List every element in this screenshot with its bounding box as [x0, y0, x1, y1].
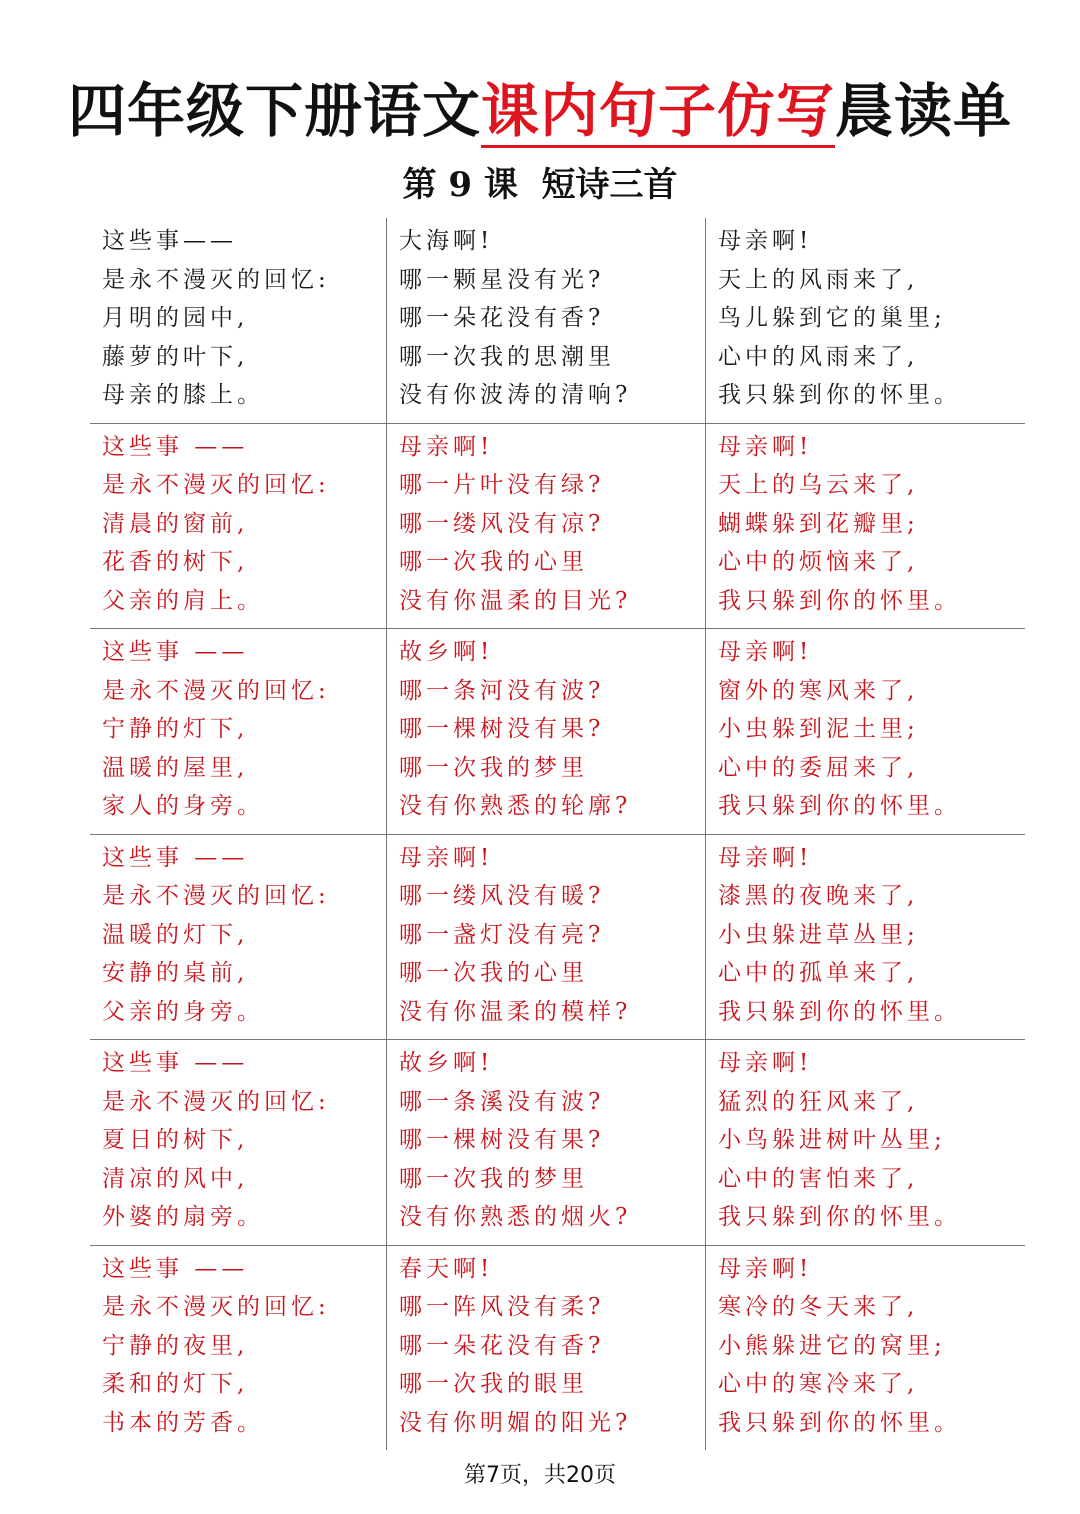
poem-line: 小熊躲进它的窝里;	[718, 1332, 946, 1359]
poem-cell-mother	[705, 1040, 1025, 1245]
poem-cell-sea	[386, 424, 705, 629]
poem-line: 哪一次我的心里	[399, 549, 588, 575]
lesson-subtitle: 第 9 课 短诗三首	[402, 165, 678, 205]
poem-line: 温暖的灯下,	[102, 921, 249, 948]
poem-line: 故乡啊!	[399, 1050, 494, 1076]
poem-line: 哪一缕风没有凉?	[399, 510, 605, 537]
poem-line: 哪一次我的眼里	[399, 1371, 588, 1397]
poem-cell-memories	[90, 424, 386, 629]
poem-line: 温暖的屋里,	[102, 754, 249, 781]
poem-line: 哪一颗星没有光?	[399, 266, 605, 293]
poem-cell-mother	[705, 835, 1025, 1040]
poem-line: 是永不漫灭的回忆:	[102, 1294, 330, 1320]
poem-line: 哪一条溪没有波?	[399, 1088, 605, 1115]
poem-line: 哪一条河没有波?	[399, 677, 605, 704]
poem-line: 母亲的膝上。	[102, 382, 264, 408]
poem-line: 心中的害怕来了,	[718, 1165, 919, 1192]
poem-line: 鸟儿躲到它的巢里;	[718, 305, 946, 331]
poem-line: 这些事 ——	[102, 639, 249, 665]
poem-cell-sea	[386, 835, 705, 1040]
poem-line: 哪一次我的思潮里	[399, 343, 615, 370]
poem-cell-mother	[705, 1246, 1025, 1451]
poem-line: 这些事 ——	[102, 433, 249, 460]
page-title	[0, 66, 1080, 156]
poem-line: 心中的委屈来了,	[718, 754, 919, 781]
title-part-highlight: 课内句子仿写	[481, 77, 835, 148]
poem-line: 故乡啊!	[399, 639, 494, 665]
poem-line: 宁静的夜里,	[102, 1332, 249, 1359]
poem-line: 哪一棵树没有果?	[399, 1127, 605, 1153]
poem-grid	[90, 218, 1025, 1450]
poem-cell-mother	[705, 629, 1025, 834]
poem-line: 是永不漫灭的回忆:	[102, 1088, 330, 1115]
poem-row	[90, 1245, 1025, 1451]
poem-line: 宁静的灯下,	[102, 716, 249, 742]
poem-line: 没有你明媚的阳光?	[399, 1409, 632, 1436]
poem-line: 没有你波涛的清响?	[399, 382, 632, 408]
poem-cell-mother	[705, 424, 1025, 629]
poem-line: 安静的桌前,	[102, 960, 249, 986]
title-part-grade: 四年级下册语文	[67, 77, 481, 145]
poem-line: 没有你熟悉的烟火?	[399, 1204, 632, 1230]
poem-line: 柔和的灯下,	[102, 1371, 249, 1397]
poem-cell-mother	[705, 218, 1025, 423]
poem-line: 父亲的肩上。	[102, 587, 264, 614]
poem-row	[90, 628, 1025, 834]
poem-line: 母亲啊!	[718, 228, 813, 254]
poem-line: 蝴蝶躲到花瓣里;	[718, 510, 919, 537]
poem-line: 书本的芳香。	[102, 1409, 264, 1436]
poem-line: 心中的风雨来了,	[718, 343, 919, 370]
poem-line: 这些事 ——	[102, 844, 249, 871]
poem-line: 家人的身旁。	[102, 793, 264, 819]
poem-line: 藤萝的叶下,	[102, 343, 249, 370]
poem-line: 这些事 ——	[102, 1050, 249, 1076]
poem-line: 外婆的扇旁。	[102, 1204, 264, 1230]
poem-line: 小鸟躲进树叶丛里;	[718, 1127, 946, 1153]
poem-line: 母亲啊!	[718, 639, 813, 665]
poem-line: 花香的树下,	[102, 549, 249, 575]
poem-line: 我只躲到你的怀里。	[718, 793, 961, 819]
poem-line: 哪一棵树没有果?	[399, 716, 605, 742]
poem-cell-memories	[90, 629, 386, 834]
poem-cell-memories	[90, 1246, 386, 1451]
poem-line: 春天啊!	[399, 1255, 494, 1282]
poem-line: 哪一次我的心里	[399, 960, 588, 986]
poem-line: 哪一盏灯没有亮?	[399, 921, 605, 948]
poem-line: 哪一次我的梦里	[399, 754, 588, 781]
poem-line: 哪一次我的梦里	[399, 1165, 588, 1192]
poem-row	[90, 423, 1025, 629]
poem-cell-memories	[90, 835, 386, 1040]
poem-cell-sea	[386, 1246, 705, 1451]
poem-line: 哪一阵风没有柔?	[399, 1294, 605, 1320]
poem-line: 是永不漫灭的回忆:	[102, 677, 330, 704]
poem-line: 心中的烦恼来了,	[718, 549, 919, 575]
poem-line: 是永不漫灭的回忆:	[102, 472, 330, 498]
poem-line: 我只躲到你的怀里。	[718, 382, 961, 408]
poem-row	[90, 218, 1025, 423]
poem-cell-sea	[386, 1040, 705, 1245]
poem-row	[90, 834, 1025, 1040]
poem-line: 我只躲到你的怀里。	[718, 998, 961, 1025]
poem-line: 没有你温柔的模样?	[399, 998, 632, 1025]
poem-line: 月明的园中,	[102, 305, 249, 331]
poem-line: 没有你熟悉的轮廓?	[399, 793, 632, 819]
poem-line: 小虫躲进草丛里;	[718, 921, 919, 948]
poem-line: 夏日的树下,	[102, 1127, 249, 1153]
poem-line: 清晨的窗前,	[102, 510, 249, 537]
poem-line: 是永不漫灭的回忆:	[102, 266, 330, 293]
poem-line: 窗外的寒风来了,	[718, 677, 919, 704]
poem-line: 我只躲到你的怀里。	[718, 1204, 961, 1230]
poem-line: 哪一朵花没有香?	[399, 305, 605, 331]
poem-line: 哪一片叶没有绿?	[399, 472, 605, 498]
poem-line: 母亲啊!	[718, 1050, 813, 1076]
poem-line: 我只躲到你的怀里。	[718, 1409, 961, 1436]
poem-line: 哪一朵花没有香?	[399, 1332, 605, 1359]
poem-line: 大海啊!	[399, 228, 494, 254]
poem-line: 母亲啊!	[399, 844, 494, 871]
poem-line: 这些事 ——	[102, 1255, 249, 1282]
poem-line: 寒冷的冬天来了,	[718, 1294, 919, 1320]
poem-cell-memories	[90, 218, 386, 423]
poem-line: 这些事——	[102, 228, 237, 254]
title-part-reading: 晨读单	[835, 77, 1013, 145]
poem-line: 天上的风雨来了,	[718, 266, 919, 293]
poem-line: 是永不漫灭的回忆:	[102, 883, 330, 909]
poem-cell-sea	[386, 629, 705, 834]
poem-row	[90, 1039, 1025, 1245]
poem-cell-memories	[90, 1040, 386, 1245]
poem-line: 清凉的风中,	[102, 1165, 249, 1192]
poem-line: 心中的孤单来了,	[718, 960, 919, 986]
poem-line: 哪一缕风没有暖?	[399, 883, 605, 909]
poem-line: 母亲啊!	[718, 1255, 813, 1282]
poem-line: 小虫躲到泥土里;	[718, 716, 919, 742]
poem-line: 心中的寒冷来了,	[718, 1371, 919, 1397]
poem-line: 猛烈的狂风来了,	[718, 1088, 919, 1115]
page-number: 第7页，共20页	[464, 1463, 616, 1488]
poem-line: 母亲啊!	[718, 844, 813, 871]
poem-line: 母亲啊!	[399, 433, 494, 460]
poem-line: 天上的乌云来了,	[718, 472, 919, 498]
poem-line: 父亲的身旁。	[102, 998, 264, 1025]
poem-line: 母亲啊!	[718, 433, 813, 460]
poem-line: 我只躲到你的怀里。	[718, 587, 961, 614]
poem-cell-sea	[386, 218, 705, 423]
poem-line: 没有你温柔的目光?	[399, 587, 632, 614]
poem-line: 漆黑的夜晚来了,	[718, 883, 919, 909]
